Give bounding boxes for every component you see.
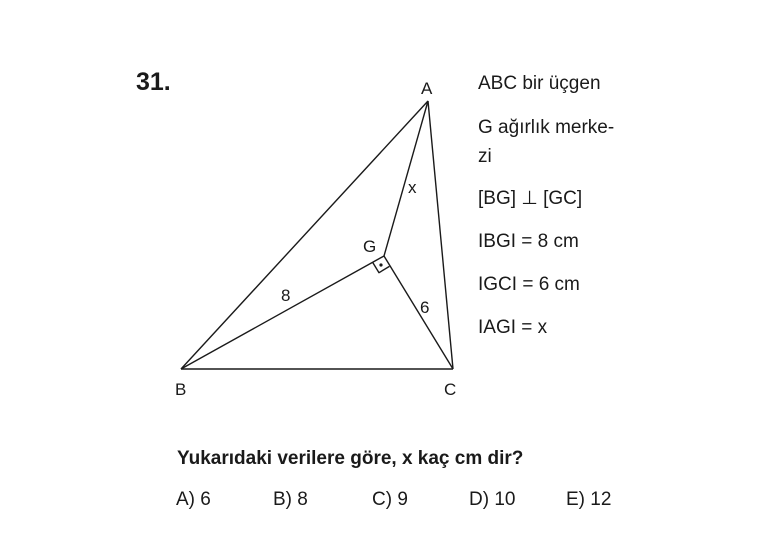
choice-d[interactable]: D) 10 <box>469 489 516 510</box>
side-ac <box>428 101 453 369</box>
choice-a[interactable]: A) 6 <box>176 489 211 510</box>
given-line-1: ABC bir üçgen <box>478 73 601 94</box>
given-line-4: [BG] ⊥ [GC] <box>478 188 583 209</box>
segment-bg <box>181 256 384 369</box>
question-prompt: Yukarıdaki verilere göre, x kaç cm dir? <box>177 448 524 469</box>
given-line-7: IAGI = x <box>478 317 548 338</box>
choice-c[interactable]: C) 9 <box>372 489 408 510</box>
label-length-ag: x <box>408 178 417 197</box>
side-ab <box>181 101 428 369</box>
label-point-g: G <box>363 237 377 256</box>
right-angle-dot <box>379 263 382 266</box>
given-line-6: IGCI = 6 cm <box>478 274 580 295</box>
choice-e[interactable]: E) 12 <box>566 489 612 510</box>
label-vertex-c: C <box>444 380 457 399</box>
label-vertex-b: B <box>175 380 187 399</box>
question-number: 31. <box>136 68 171 96</box>
given-line-2: G ağırlık merke- <box>478 117 615 138</box>
choice-b[interactable]: B) 8 <box>273 489 308 510</box>
label-vertex-a: A <box>421 79 433 98</box>
label-length-bg: 8 <box>281 286 291 305</box>
given-line-3: zi <box>478 146 492 167</box>
given-line-5: IBGI = 8 cm <box>478 231 579 252</box>
segment-gc <box>384 256 453 369</box>
label-length-gc: 6 <box>420 298 430 317</box>
